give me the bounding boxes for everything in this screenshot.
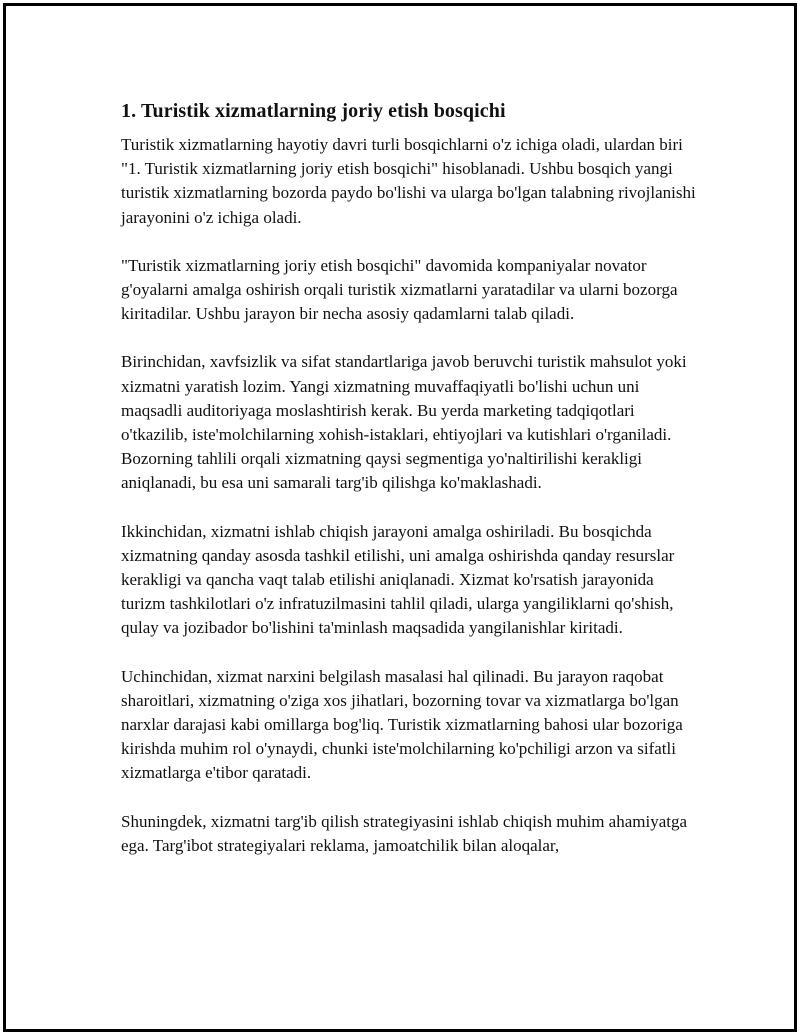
document-title: 1. Turistik xizmatlarning joriy etish bosqichi bbox=[121, 100, 506, 122]
paragraph-6: Shuningdek, xizmatni targ'ib qilish strategiyasini ishlab chiqish muhim ahamiyatga ega. Targ'ibot strategiyalari reklama, jamoatchilik bilan aloqalar, bbox=[121, 811, 688, 855]
paragraph-1: Turistik xizmatlarning hayotiy davri turli bosqichlarni o'z ichiga oladi, ulardan biri "1. Turistik xizmatlarning joriy etish bosqichi" hisoblanadi. Ushbu bosqich yangi turistik xizmatlarning bozorda paydo bo'lishi va ularga bo'lgan talabning rivojlanishi jarayonini o'z ichiga oladi. bbox=[121, 135, 696, 227]
paragraph-3: Birinchidan, xavfsizlik va sifat standartlariga javob beruvchi turistik mahsulot yoki xizmatni yaratish lozim. Yangi xizmatning muvaffaqiyatli bo'lishi uchun uni maqsadli auditoriyaga moslashtirish kerak. Bu yerda marketing tadqiqotlari o'tkazilib, iste'molchilarning xohish-istaklari, ehtiyojlari va kutishlari o'rganiladi. Bozorning tahlili orqali xizmatning qaysi segmentiga yo'naltirilishi kerakligi aniqlanadi, bu esa uni samarali targ'ib qilishga ko'maklashadi. bbox=[121, 352, 687, 493]
paragraph-5: Uchinchidan, xizmat narxini belgilash masalasi hal qilinadi. Bu jarayon raqobat sharoitlari, xizmatning o'ziga xos jihatlari, bozorning tovar va xizmatlarga bo'lgan narxlar darajasi kabi omillarga bog'liq. Turistik xizmatlarning bahosi ular bozoriga kirishda muhim rol o'ynaydi, chunki iste'molchilarning ko'pchiligi arzon va sifatli xizmatlarga e'tibor qaratadi. bbox=[121, 666, 683, 783]
page-frame bbox=[3, 3, 797, 1032]
paragraph-4: Ikkinchidan, xizmatni ishlab chiqish jarayoni amalga oshiriladi. Bu bosqichda xizmatning qanday asosda tashkil etilishi, uni amalga oshirishda qanday resurslar kerakligi va qancha vaqt talab etilishi aniqlanadi. Xizmat ko'rsatish jarayonida turizm tashkilotlari o'z infratuzilmasini tahlil qiladi, ularga yangiliklarni qo'shish, qulay va jozibador bo'lishini ta'minlash maqsadida yangilanishlar kiritadi. bbox=[121, 521, 675, 638]
document-body bbox=[121, 98, 701, 858]
paragraph-2: "Turistik xizmatlarning joriy etish bosqichi" davomida kompaniyalar novator g'oyalarni amalga oshirish orqali turistik xizmatlarni yaratadilar va ularni bozorga kiritadilar. Ushbu jarayon bir necha asosiy qadamlarni talab qiladi. bbox=[121, 255, 678, 324]
